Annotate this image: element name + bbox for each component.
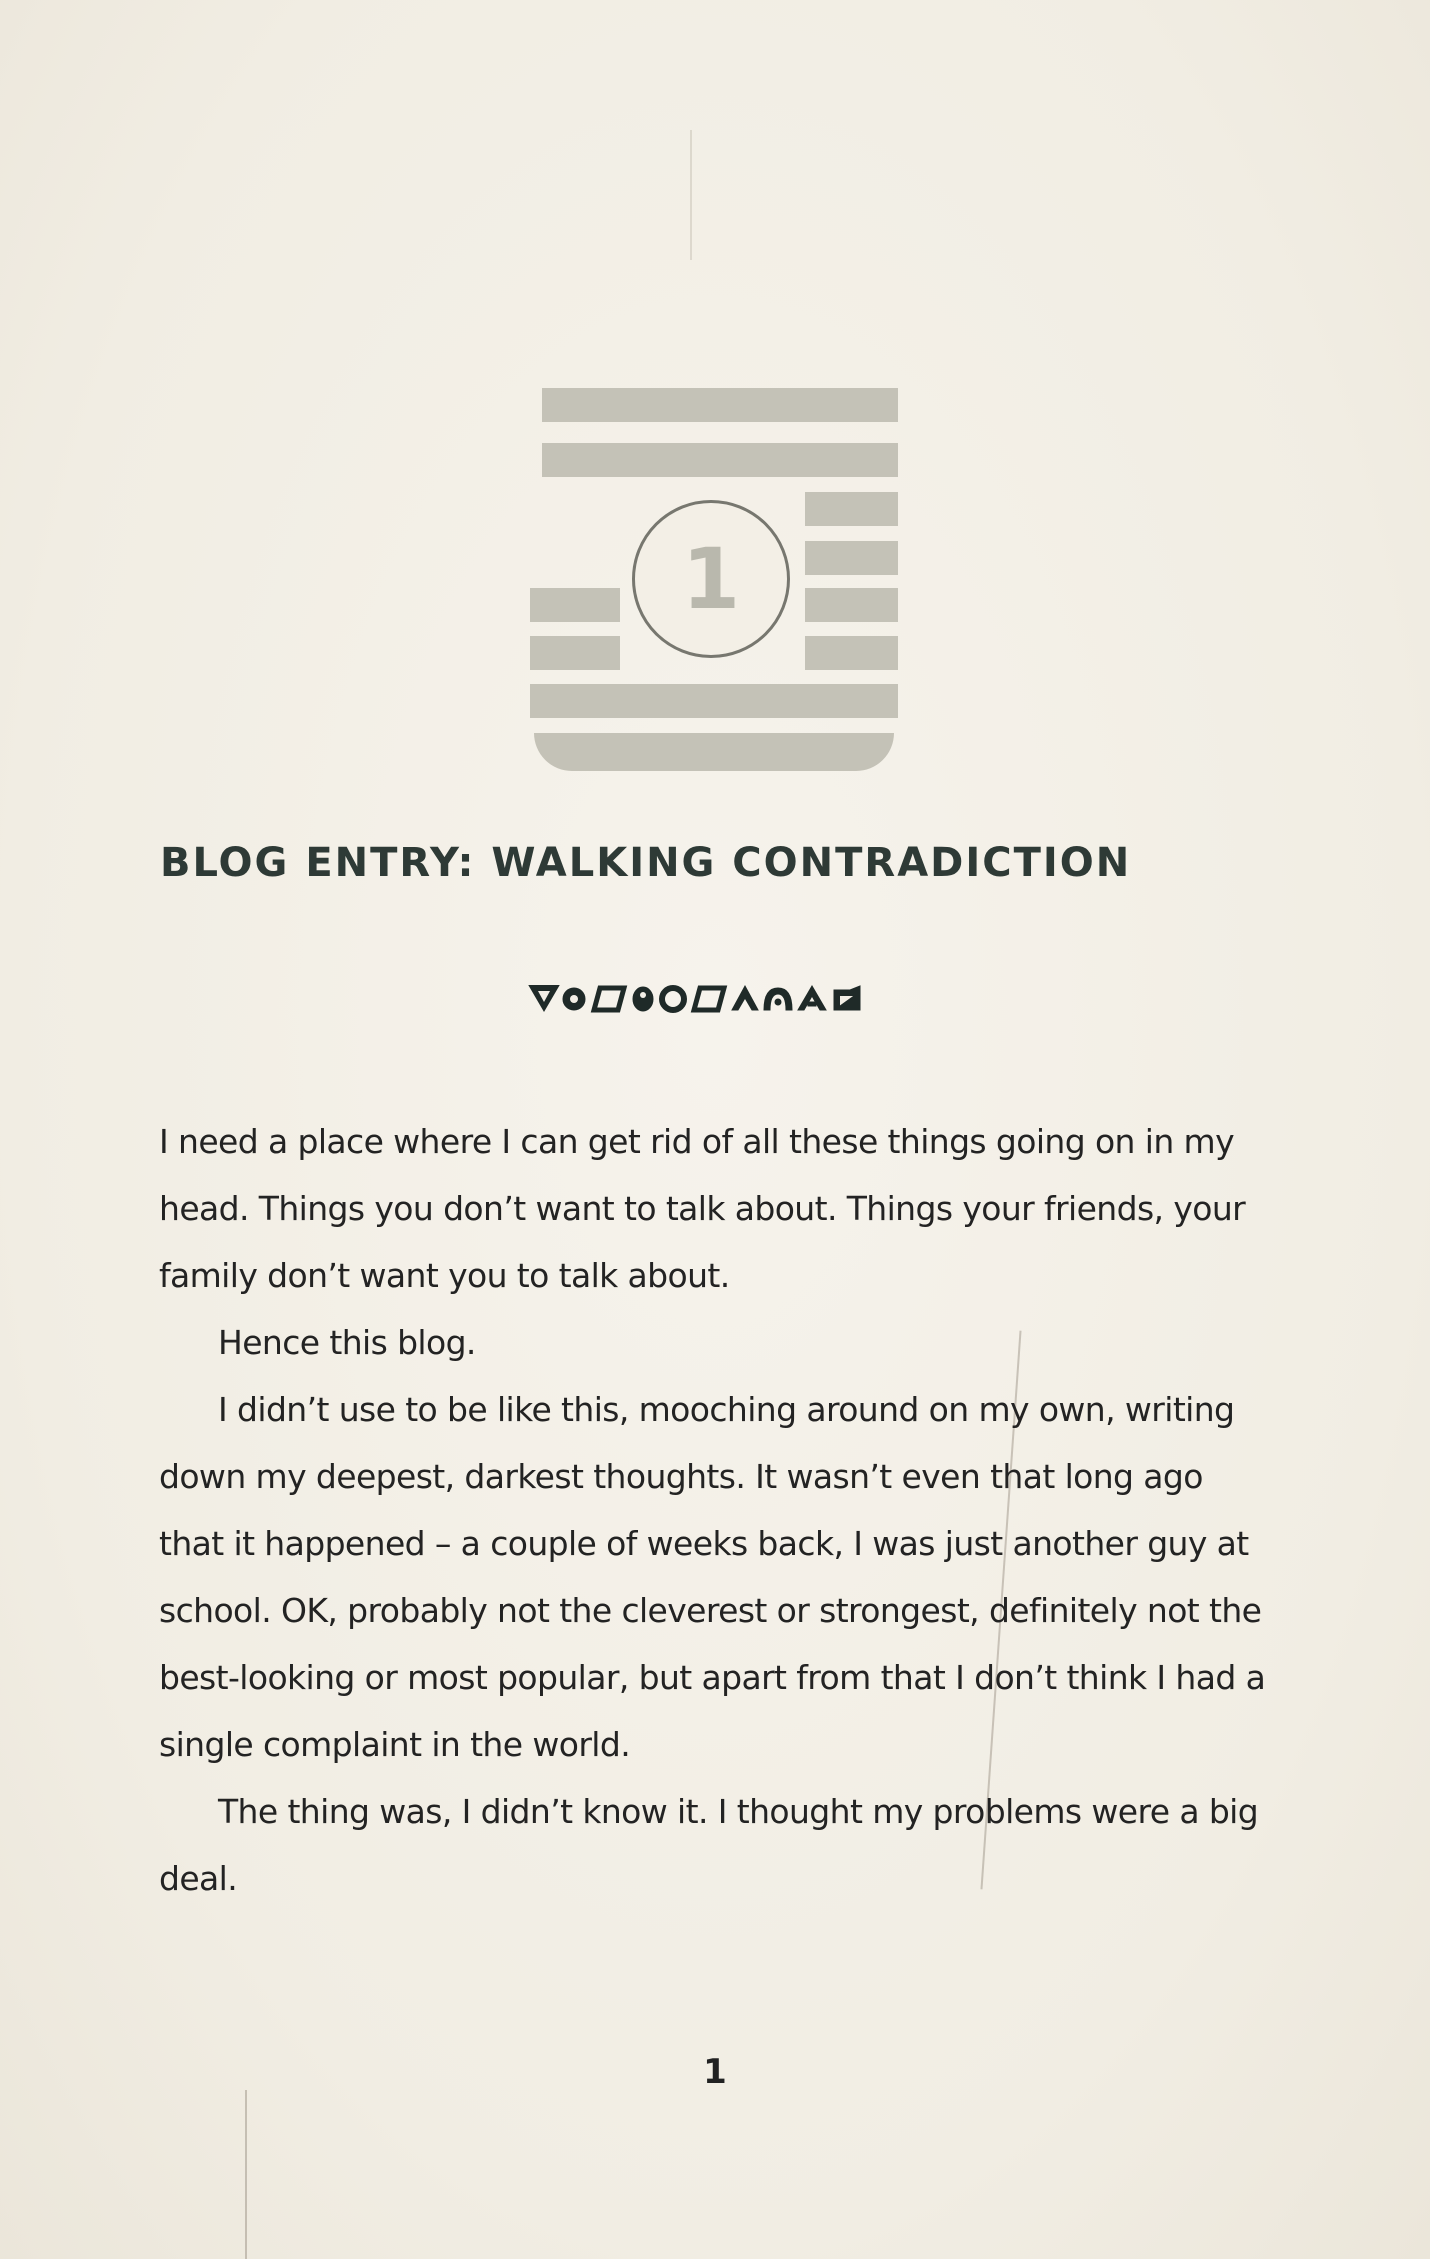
paragraph: I didn’t use to be like this, mooching around on my own, writing down my deepest, darkest thoughts. It wasn’t even that long ago that it happened – a couple of weeks back, I was just another guy at school. OK, probably not the cleverest or strongest, definitely not the best-looking or most popular, but apart from that I don’t think I had a single complaint in the world. <box>159 1390 1266 1764</box>
chapter-number: 1 <box>681 530 741 628</box>
emblem-bar <box>805 492 898 526</box>
paper-crease <box>245 2090 247 2259</box>
chapter-title: BLOG ENTRY: WALKING CONTRADICTION <box>160 840 1132 886</box>
emblem-bar <box>530 588 620 622</box>
emblem-bar <box>530 684 898 718</box>
body-text <box>159 1108 1274 1912</box>
cipher-glyphs-icon <box>528 982 894 1014</box>
paragraph: The thing was, I didn’t know it. I thought my problems were a big deal. <box>159 1792 1259 1898</box>
emblem-bar <box>530 636 620 670</box>
emblem-bar <box>805 588 898 622</box>
paragraph: I need a place where I can get rid of all these things going on in my head. Things you don’t want to talk about. Things your friends, your family don’t want you to talk about. <box>159 1122 1246 1295</box>
paragraph: Hence this blog. <box>218 1323 476 1362</box>
emblem-bar <box>805 636 898 670</box>
paper-crease <box>690 130 692 260</box>
emblem-bar <box>542 443 898 477</box>
emblem-bar <box>805 541 898 575</box>
page-number: 1 <box>703 2052 727 2092</box>
chapter-emblem <box>530 388 900 773</box>
emblem-bar <box>542 388 898 422</box>
emblem-bar <box>534 733 894 771</box>
chapter-number-circle <box>632 500 790 658</box>
